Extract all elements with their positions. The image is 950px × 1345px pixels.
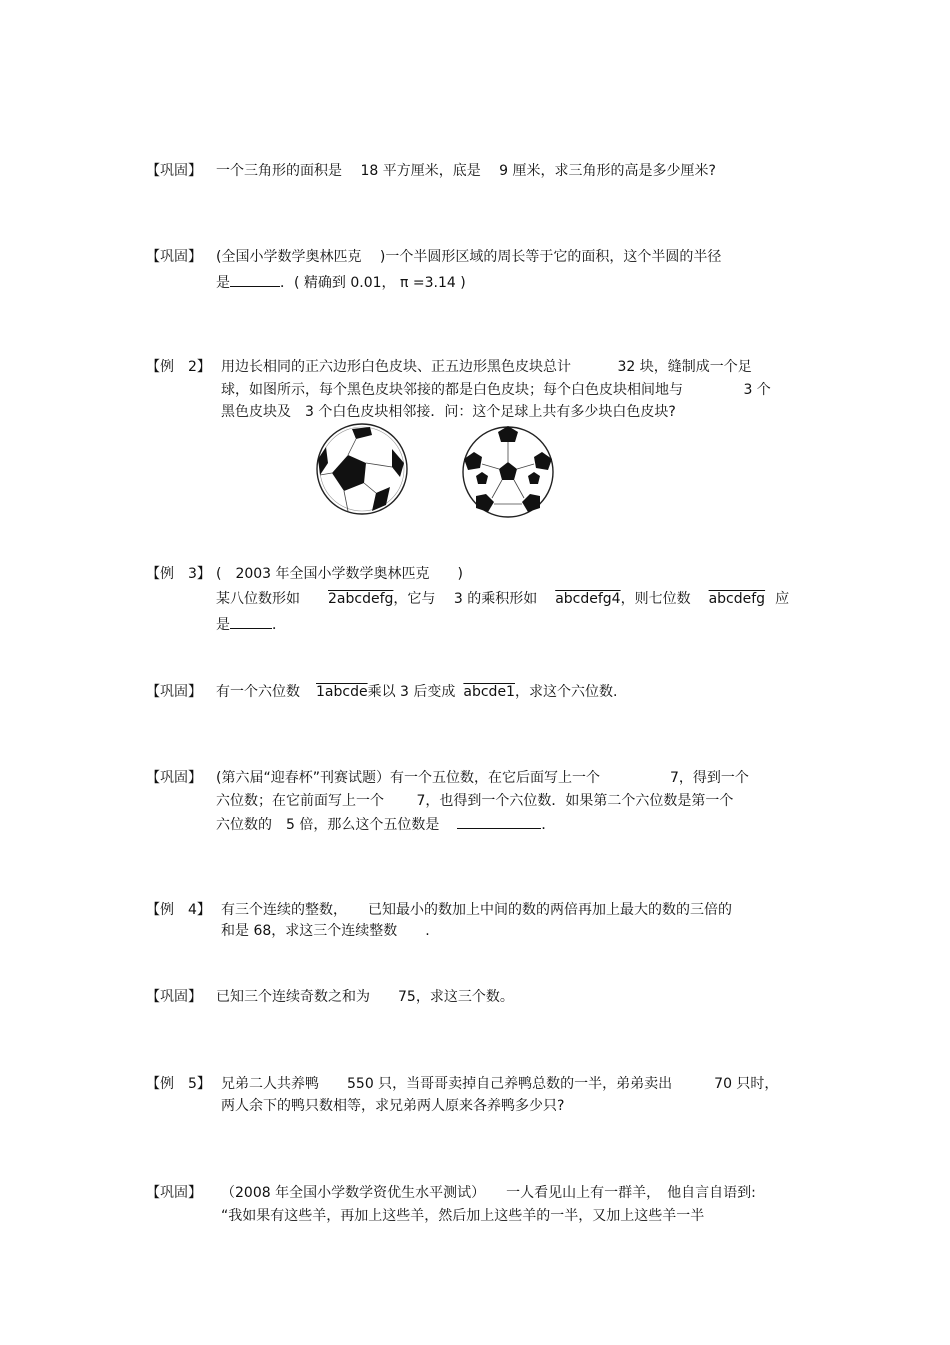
soccer-ball-icon	[314, 421, 410, 517]
problem-text: 兄弟二人共养鸭 550 只，当哥哥卖掉自己养鸭总数的一半，弟弟卖出 70 只时，	[221, 1076, 779, 1092]
problem-text: 用边长相同的正六边形白色皮块、正五边形黑色皮块总计 32 块，缝制成一个足	[221, 359, 752, 375]
answer-blank	[457, 814, 541, 829]
problem-text	[216, 814, 555, 834]
problem-text: 一个三角形的面积是 18 平方厘米，底是 9 厘米，求三角形的高是多少厘米?	[216, 163, 716, 179]
problem-text: 黑色皮块及 3 个白色皮块相邻接．问：这个足球上共有多少块白色皮块?	[221, 404, 676, 420]
text-fragment: 某八位数形如	[216, 591, 300, 607]
text-fragment: ．( 精确到 0.01， π =3.14 )	[280, 275, 466, 291]
problem-text: （2008 年全国小学数学资优生水平测试） 一人看见山上有一群羊， 他自言自语到:	[221, 1185, 756, 1201]
overlined-number: abcdefg	[708, 591, 766, 607]
overlined-number: 2abcdefg	[328, 591, 394, 607]
text-fragment: ，求这个六位数.	[514, 684, 618, 700]
problem-text: 有三个连续的整数， 已知最小的数加上中间的数的两倍再加上最大的数的三倍的	[221, 902, 732, 918]
overlined-number: 1abcde	[316, 684, 368, 700]
text-fragment: 六位数的 5 倍，那么这个五位数是	[216, 817, 440, 833]
text-fragment: ．	[541, 817, 556, 833]
problem-text: 两人余下的鸭只数相等，求兄弟两人原来各养鸭多少只?	[221, 1098, 565, 1114]
answer-blank	[230, 272, 280, 287]
problem-tag: 【巩固】	[146, 1185, 202, 1201]
problem-text	[216, 614, 286, 634]
problem-text: 已知三个连续奇数之和为 75，求这三个数。	[216, 989, 514, 1005]
text-fragment: 是	[216, 617, 230, 633]
text-fragment: 有一个六位数	[216, 684, 300, 700]
text-fragment: ，它与 3 的乘积形如	[393, 591, 538, 607]
example-tag: 【例 2】	[146, 359, 211, 375]
problem-tag: 【巩固】	[146, 770, 202, 786]
problem-text: 和是 68，求这三个连续整数 .	[221, 923, 430, 939]
problem-text: (第六届“迎春杯”刊赛试题）有一个五位数，在它后面写上一个 7，得到一个	[216, 770, 749, 786]
text-fragment: ，则七位数	[620, 591, 691, 607]
problem-text: ( 2003 年全国小学数学奥林匹克 )	[216, 566, 464, 582]
problem-text: 球，如图所示，每个黑色皮块邻接的都是白色皮块；每个白色皮块相间地与 3 个	[221, 382, 771, 398]
text-fragment: 乘以 3 后变成	[367, 684, 456, 700]
soccer-ball-icon	[460, 424, 556, 520]
problem-text: “我如果有这些羊，再加上这些羊，然后加上这些羊的一半，又加上这些羊一半	[221, 1208, 705, 1224]
overlined-number: abcde1	[463, 684, 515, 700]
example-tag: 【例 3】	[146, 566, 211, 582]
example-tag: 【例 4】	[146, 902, 211, 918]
problem-tag: 【巩固】	[146, 249, 202, 265]
problem-text: 六位数；在它前面写上一个 7，也得到一个六位数．如果第二个六位数是第一个	[216, 793, 734, 809]
problem-tag: 【巩固】	[146, 989, 202, 1005]
problem-text: (全国小学数学奥林匹克 )一个半圆形区域的周长等于它的面积，这个半圆的半径	[216, 249, 722, 265]
problem-text	[216, 272, 466, 292]
overlined-number: abcdefg4	[555, 591, 621, 607]
problem-text	[216, 683, 617, 701]
text-fragment: 是	[216, 275, 230, 291]
text-fragment: ．	[272, 617, 286, 633]
text-fragment: 应	[775, 591, 790, 607]
answer-blank	[230, 614, 272, 629]
example-tag: 【例 5】	[146, 1076, 211, 1092]
problem-tag: 【巩固】	[146, 163, 202, 179]
problem-text	[216, 590, 789, 608]
problem-tag: 【巩固】	[146, 684, 202, 700]
